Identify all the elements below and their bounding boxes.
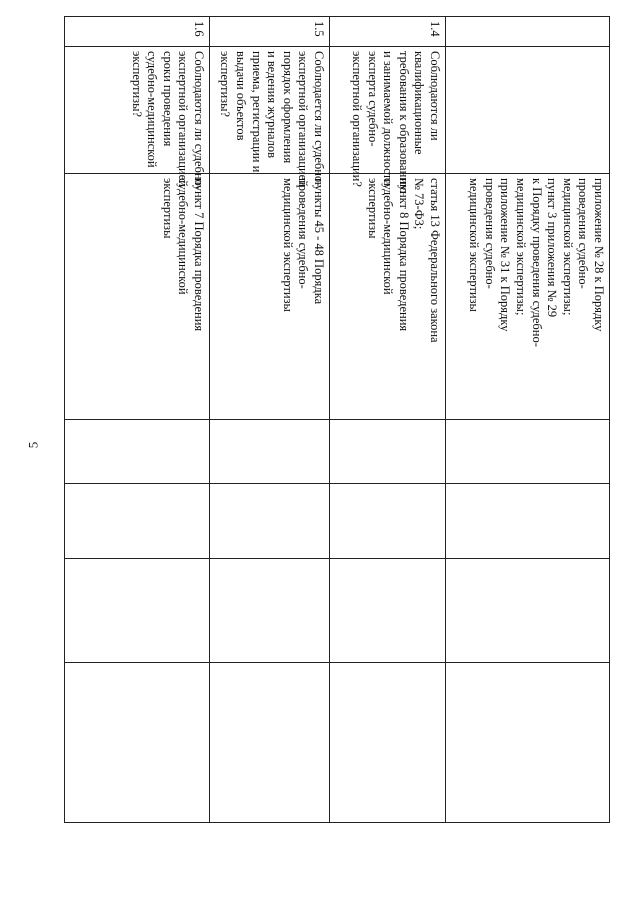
reference-cell — [446, 174, 610, 420]
not-applicable-cell — [330, 559, 446, 663]
page-number: 5 — [25, 441, 41, 449]
row-number: 1.6 — [192, 21, 206, 37]
question-line: Соблюдаются ли судебно- — [192, 51, 206, 190]
reference-line: статья 13 Федерального закона — [428, 178, 442, 343]
question-line: квалификационные — [412, 51, 427, 155]
reference-line: пункт 3 приложения № 29 — [545, 178, 560, 318]
reference-line: приложение № 31 к Порядку — [498, 178, 513, 332]
reference-cell — [210, 174, 330, 420]
reference-line: медицинской экспертизы; — [560, 178, 575, 316]
reference-line: к Порядку проведения судебно- — [529, 178, 544, 347]
row-number-cell — [210, 17, 330, 47]
question-cell — [446, 47, 610, 174]
reference-line: проведения судебно- — [482, 178, 497, 289]
question-line: Соблюдается ли судебно- — [312, 51, 326, 187]
question-line: экспертной организацией — [176, 51, 191, 187]
answer-yes-cell — [210, 420, 330, 484]
answer-no-cell — [210, 484, 330, 559]
reference-line: пункт 8 Порядка проведения — [396, 178, 411, 332]
question-line: экспертизы? — [218, 51, 233, 118]
reference-line: пункты 45 - 48 Порядка — [312, 178, 326, 305]
rotated-table-container — [65, 16, 610, 822]
checklist-table — [64, 16, 610, 823]
not-applicable-cell — [65, 559, 210, 663]
reference-cell — [65, 174, 210, 420]
table-row — [210, 17, 330, 823]
answer-no-cell — [446, 484, 610, 559]
answer-yes-cell — [446, 420, 610, 484]
reference-line: экспертизы — [365, 178, 380, 239]
question-line: требования к образованию — [396, 51, 411, 194]
row-number: 1.5 — [312, 21, 326, 37]
reference-line: № 73-ФЗ; — [412, 178, 427, 230]
table-row — [330, 17, 446, 823]
question-line: и занимаемой должности — [381, 51, 396, 186]
question-line: и ведения журналов — [265, 51, 280, 159]
answer-no-cell — [330, 484, 446, 559]
reference-line: проведения судебно- — [576, 178, 591, 289]
notes-cell — [330, 663, 446, 823]
row-number: 1.4 — [428, 21, 442, 37]
row-number-cell — [65, 17, 210, 47]
question-line: экспертной организации? — [350, 51, 365, 187]
reference-line: пункт 7 Порядка проведения — [192, 178, 206, 332]
notes-cell — [65, 663, 210, 823]
reference-line: судебно-медицинской — [381, 178, 396, 295]
answer-yes-cell — [330, 420, 446, 484]
question-line: эксперта судебно- — [365, 51, 380, 147]
question-cell — [330, 47, 446, 194]
reference-line: медицинской экспертизы — [280, 178, 295, 312]
reference-cell — [330, 174, 446, 420]
question-line: экспертизы? — [129, 51, 144, 118]
reference-line: проведения судебно- — [296, 178, 311, 289]
question-cell — [65, 47, 210, 190]
table-row — [65, 17, 210, 823]
notes-cell — [446, 663, 610, 823]
question-line: приема, регистрации и — [249, 51, 264, 173]
question-line: сроки проведения — [160, 51, 175, 147]
not-applicable-cell — [446, 559, 610, 663]
table-row — [446, 17, 610, 823]
question-cell — [210, 47, 330, 187]
notes-cell — [210, 663, 330, 823]
reference-line: судебно-медицинской — [176, 178, 191, 295]
row-number-cell — [446, 17, 610, 47]
reference-line: экспертизы — [160, 178, 175, 239]
reference-line: медицинской экспертизы — [467, 178, 482, 312]
question-line: выдачи объектов — [234, 51, 249, 141]
question-line: порядок оформления — [280, 51, 295, 164]
answer-yes-cell — [65, 420, 210, 484]
answer-no-cell — [65, 484, 210, 559]
row-number-cell — [330, 17, 446, 47]
not-applicable-cell — [210, 559, 330, 663]
question-line: судебно-медицинской — [145, 51, 160, 168]
question-line: экспертной организацией — [296, 51, 311, 187]
reference-line: медицинской экспертизы; — [514, 178, 529, 316]
question-line: Соблюдаются ли — [428, 51, 442, 141]
reference-line: приложение № 28 к Порядку — [592, 178, 606, 332]
